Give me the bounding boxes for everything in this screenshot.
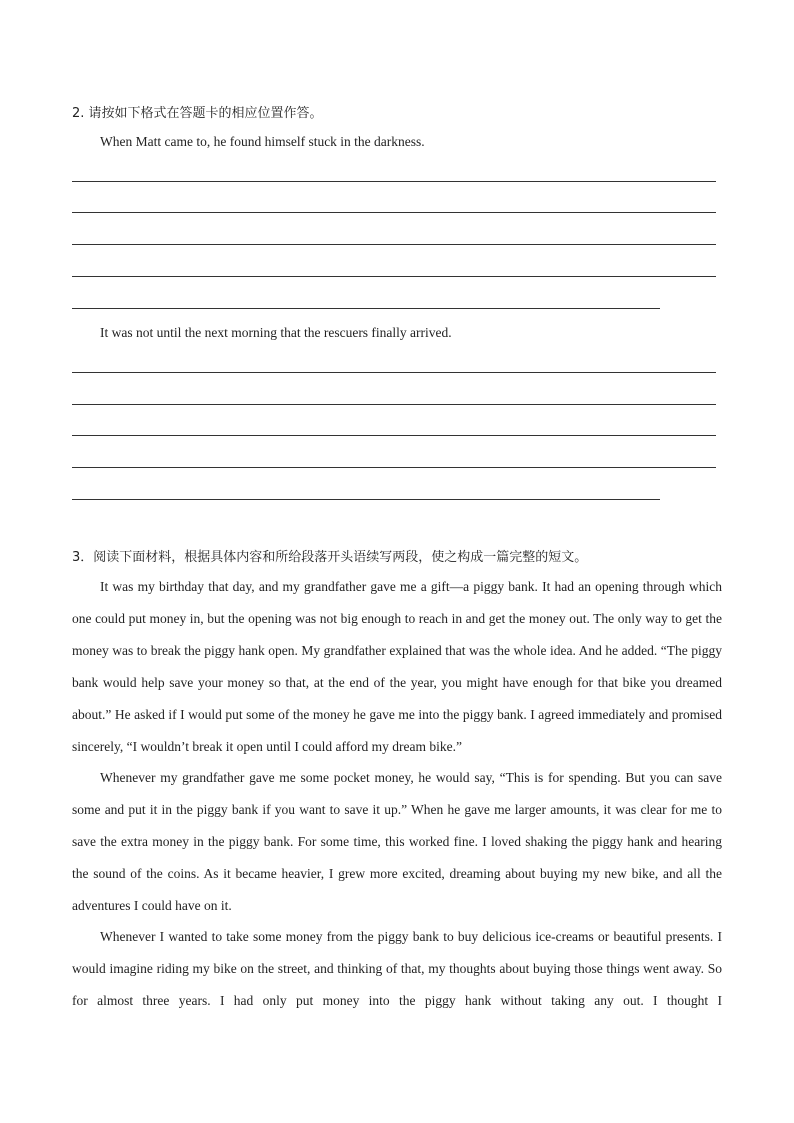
passage-paragraph-2: Whenever my grandfather gave me some pocket money, he would say, “This is for spending. But you can save some and put it in the piggy bank if you want to save it up.” When he gave me larger amounts, it was clear for me to save the extra money in the piggy bank. For some time, this worked fine. I loved shaking the piggy hank and hearing the sound of the coins. As it became heavier, I grew more excited, dreaming about buying my new bike, and all the adventures I could have on it. xyxy=(72,770,722,913)
question-2-heading: 2. 请按如下格式在答题卡的相应位置作答。 xyxy=(72,106,323,121)
answer-line xyxy=(72,372,716,373)
answer-line xyxy=(72,467,716,468)
answer-line xyxy=(72,308,660,309)
question-2-prompt-1: When Matt came to, he found himself stuck in the darkness. xyxy=(100,134,425,149)
passage-paragraph-3: Whenever I wanted to take some money from the piggy bank to buy delicious ice-creams or beautiful presents. I would imagine riding my bike on the street, and thinking of that, my thoughts about buying those things went away. So for almost three years. I had only put money into the piggy hank without taking any out. I thought I xyxy=(72,929,722,1008)
answer-line xyxy=(72,499,660,500)
passage-paragraph-1: It was my birthday that day, and my grandfather gave me a gift—a piggy bank. It had an opening through which one could put money in, but the opening was not big enough to reach in and get the money out. The only way to get the money was to break the piggy hank open. My grandfather explained that was the whole idea. And he added. “The piggy bank would help save your money so that, at the end of the year, you might have enough for that bike you dreamed about.” He asked if I would put some of the money he gave me into the piggy bank. I agreed immediately and promised sincerely, “I wouldn’t break it open until I could afford my dream bike.” xyxy=(72,579,722,754)
answer-line xyxy=(72,404,716,405)
question-2-prompt-2: It was not until the next morning that the rescuers finally arrived. xyxy=(100,325,452,340)
answer-line xyxy=(72,181,716,182)
answer-line xyxy=(72,212,716,213)
question-3-heading: 3．阅读下面材料，根据具体内容和所给段落开头语续写两段，使之构成一篇完整的短文。 xyxy=(72,550,588,565)
answer-line xyxy=(72,435,716,436)
answer-line xyxy=(72,276,716,277)
answer-line xyxy=(72,244,716,245)
